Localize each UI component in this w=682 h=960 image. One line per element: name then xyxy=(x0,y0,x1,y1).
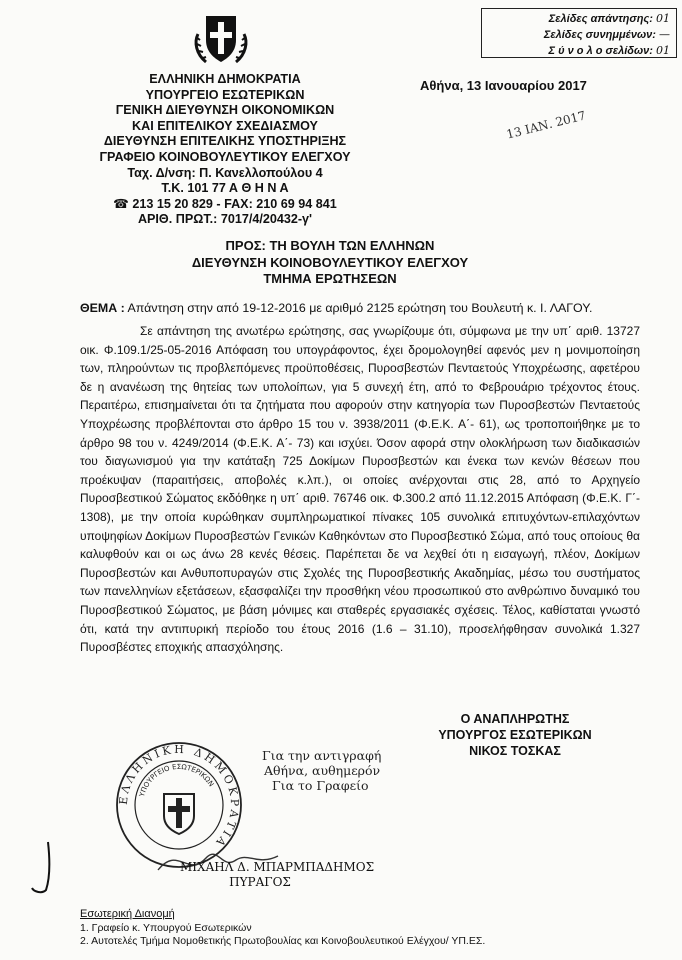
signatory-name: ΝΙΚΟΣ ΤΟΣΚΑΣ xyxy=(469,743,561,758)
copy-line: Για την αντιγραφή xyxy=(262,748,382,763)
recipient-line: ΠΡΟΣ: ΤΗ ΒΟΥΛΗ ΤΩΝ ΕΛΛΗΝΩΝ xyxy=(225,238,435,253)
page-count-box xyxy=(481,8,677,58)
issuer-header xyxy=(60,72,390,228)
signatory-ministry: ΥΠΟΥΡΓΟΣ ΕΣΩΤΕΡΙΚΩΝ xyxy=(438,727,592,742)
recipient-line: ΤΜΗΜΑ ΕΡΩΤΗΣΕΩΝ xyxy=(263,271,397,286)
subject-text: Απάντηση στην από 19-12-2016 με αριθμό 2125 ερώτηση του Βουλευτή κ. Ι. ΛΑΓΟΥ. xyxy=(124,301,593,315)
seal-ring-text: ΕΛΛΗΝΙΚΗ ΔΗΜΟΚΡΑΤΙΑ xyxy=(116,742,242,851)
header-line: ΕΛΛΗΝΙΚΗ ΔΗΜΟΚΡΑΤΙΑ xyxy=(149,72,301,86)
signatory-title: Ο ΑΝΑΠΛΗΡΩΤΗΣ xyxy=(460,712,570,726)
attached-pages-label: Σελίδες συνημμένων: xyxy=(543,29,656,41)
total-pages-label: Σ ύ ν ο λ ο σελίδων: xyxy=(548,45,653,57)
recipient-block xyxy=(110,238,550,288)
header-line: ΚΑΙ ΕΠΙΤΕΛΙΚΟΥ ΣΧΕΔΙΑΣΜΟΥ xyxy=(132,118,318,133)
date-stamp: 13 ΙΑΝ. 2017 xyxy=(505,108,588,142)
reply-pages-label: Σελίδες απάντησης: xyxy=(548,13,653,25)
reply-pages-row xyxy=(488,11,670,27)
distribution-item: 2. Αυτοτελές Τμήμα Νομοθετικής Πρωτοβουλίας και Κοινοβουλευτικού Ελέγχου/ ΥΠ.ΕΣ. xyxy=(80,935,486,947)
attached-pages-row xyxy=(488,27,670,43)
copy-line: Αθήνα, αυθημερόν xyxy=(264,763,381,778)
official-name: ΜΙΧΑΗΛ Δ. ΜΠΑΡΜΠΑΔΗΜΟΣ xyxy=(180,860,375,874)
header-line: Ταχ. Δ/νση: Π. Κανελλοπούλου 4 xyxy=(127,165,323,180)
total-pages-row xyxy=(488,43,670,59)
subject-line xyxy=(80,301,592,315)
signature-block xyxy=(380,712,650,759)
internal-distribution xyxy=(80,908,485,949)
reply-pages-value: 01 xyxy=(656,12,670,25)
header-line: Τ.Κ. 101 77 Α Θ Η Ν Α xyxy=(161,181,289,196)
protocol-number: ΑΡΙΘ. ΠΡΩΤ.: 7017/4/20432-γ' xyxy=(137,212,313,227)
header-line: ΓΕΝΙΚΗ ΔΙΕΥΘΥΝΣΗ ΟΙΚΟΝΟΜΙΚΩΝ xyxy=(115,103,335,118)
attached-pages-value: — xyxy=(659,28,670,41)
copy-line: Για το Γραφείο xyxy=(272,778,369,793)
greek-coat-of-arms-icon xyxy=(192,10,250,68)
body-paragraph: Σε απάντηση της ανωτέρω ερώτησης, σας γνωρίζουμε ότι, σύμφωνα με την υπ΄ αριθ. 13727 οικ. Φ.109.1/25-05-2016 Απόφαση του υπογράφοντος, έχει δρομολογηθεί αφενός μεν η μονιμοποίηση των, πληρούντων τις προβλεπόμενες προϋποθέσεις, Πυροσβεστών Πενταετούς Υποχρέωσης, αφετέρου δε η ανανέωση της θητείας των υπολοίπων, για 5 συνεχή έτη, από το Φεβρουάριο τρέχοντος έτους. Περαιτέρω, επισημαίνεται ότι τα ζητήματα που αφορούν στην κατηγορία των Πυροσβεστών Πενταετούς Υποχρέωσης προβλέπονται στο άρθρο 15 του ν. 3938/2011 (Φ.Ε.Κ. Α΄- 61), ως τροποποιήθηκε με το άρθρο 98 του ν. 4249/2014 (Φ.Ε.Κ. Α΄- 73) και ισχύει. Όσον αφορά στην ολοκλήρωση των διαδικασιών του διαγωνισμού για την κατάταξη 725 Δοκίμων Πυροσβεστών και ένεκα των κενών θέσεων που προέκυψαν (παραιτήσεις, αποβολές κ.λπ.), οι οποίες ανέρχονται στις 28, από το Αρχηγείο Πυροσβεστικού Σώματος εκδόθηκε η υπ΄ αριθ. 76746 οικ. Φ.300.2 από 11.12.2015 Απόφαση (Φ.Ε.Κ. Γ΄- 1308), με την οποία κυρώθηκαν συμπληρωματικοί πίνακες 105 συνολικά επιτυχόντων-επιλαχόντων υποψηφίων Δοκίμων Πυροσβεστών Γενικών Καθηκόντων στο Πυροσβεστικό Σώμα, από τους οποίους θα καλυφθούν και οι ως άνω 28 κενές θέσεις. Παρέπεται δε να λεχθεί ότι η εισαγωγή, πλέον, Δοκίμων Πυροσβεστών και Ανθυποπυραγών στις Σχολές της Πυροσβεστικής Ακαδημίας, μέσω του συστήματος των πανελληνίων εξετάσεων, εξασφαλίζει την προσθήκη νέου προσωπικού στο ανθρώπινο δυναμικό του Πυροσβεστικού Σώματος, με βάση μόνιμες και σταθερές εργασιακές σχέσεις. Τέλος, καθίσταται γνωστό ότι, κατά την αντιπυρική περίοδο του έτους 2016 (1.6 – 31.10), προσελήφθησαν συνολικά 1.327 Πυροσβέστες εποχικής απασχόλησης. xyxy=(80,324,640,655)
total-pages-value: 01 xyxy=(656,44,670,57)
seal-inner-text: ΥΠΟΥΡΓΕΙΟ ΕΣΩΤΕΡΙΚΩΝ xyxy=(138,762,216,798)
official-rank: ΠΥΡΑΓΟΣ xyxy=(229,875,291,889)
subject-label: ΘΕΜΑ : xyxy=(80,301,125,315)
header-line: ΓΡΑΦΕΙΟ ΚΟΙΝΟΒΟΥΛΕΥΤΙΚΟΥ ΕΛΕΓΧΟΥ xyxy=(99,149,351,164)
margin-pen-mark-icon xyxy=(28,838,58,898)
copy-certification xyxy=(262,748,381,793)
header-line: ΥΠΟΥΡΓΕΙΟ ΕΣΩΤΕΡΙΚΩΝ xyxy=(145,87,305,102)
header-line: ☎ 213 15 20 829 - FAX: 210 69 94 841 xyxy=(113,196,337,211)
header-line: ΔΙΕΥΘΥΝΣΗ ΕΠΙΤΕΛΙΚΗΣ ΥΠΟΣΤΗΡΙΞΗΣ xyxy=(103,134,347,149)
certifying-official xyxy=(180,860,375,890)
distribution-title: Εσωτερική Διανομή xyxy=(80,908,175,920)
document-date: Αθήνα, 13 Ιανουαρίου 2017 xyxy=(420,78,587,93)
recipient-line: ΔΙΕΥΘΥΝΣΗ ΚΟΙΝΟΒΟΥΛΕΥΤΙΚΟΥ ΕΛΕΓΧΟΥ xyxy=(191,254,469,270)
distribution-item: 1. Γραφείο κ. Υπουργού Εσωτερικών xyxy=(80,921,252,934)
